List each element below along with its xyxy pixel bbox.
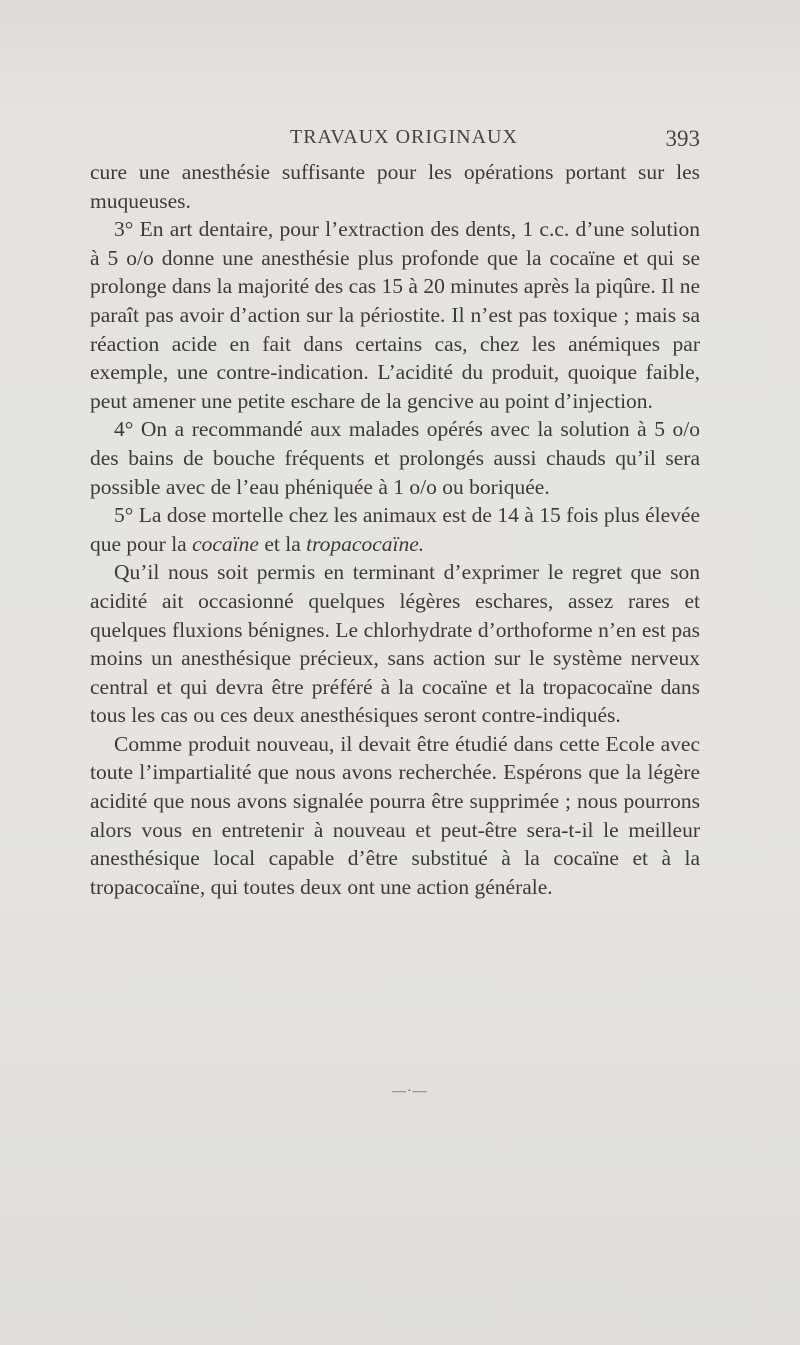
paragraph-text: 5° La dose mortelle chez les animaux est de 14 à 15 fois plus élevée que pour la [90,503,700,556]
paragraph-text: Qu’il nous soit permis en terminant d’exprimer le regret que son acidité ait occasionné quelques légères eschares, assez rares et quelques fluxions bénignes. Le chlorhydrate d’orthoforme n’en est pas moins un anesthésique précieux, sans action sur le système nerveux central et qui devra être préféré à la cocaïne et la tropacocaïne dans tous les cas ou ces deux anesthésiques seront contre-indiqués. [90,560,700,728]
paragraph-final [90,730,700,902]
paragraph-conclusion [90,558,700,730]
italic-term: cocaïne [192,531,259,556]
running-head [90,126,700,156]
paragraph-continuation [90,158,700,215]
paragraph-text: 4° On a recommandé aux malades opérés avec la solution à 5 o/o des bains de bouche fréquents et prolongés aussi chauds qu’il sera possible avec de l’eau phéniquée à 1 o/o ou boriquée. [90,417,700,499]
running-title: TRAVAUX ORIGINAUX [290,126,518,148]
paragraph-text: 3° En art dentaire, pour l’extraction des dents, 1 c.c. d’une solution à 5 o/o donne une anesthésie plus profonde que la cocaïne et qui se prolonge dans la majorité des cas 15 à 20 minutes après la piqûre. Il ne paraît pas avoir d’action sur la périostite. Il n’est pas toxique ; mais sa réaction acide en fait dans certains cas, chez les anémiques par exemple, une contre-indication. L’acidité du produit, quoique faible, peut amener une petite eschare de la gencive au point d’injection. [90,217,700,413]
paragraph-point-4 [90,415,700,501]
body-text [90,158,700,901]
italic-term: tropacocaïne. [306,531,425,556]
paragraph-point-5 [90,501,700,558]
paragraph-text: Comme produit nouveau, il devait être étudié dans cette Ecole avec toute l’impartialité que nous avons recherchée. Espérons que la légère acidité que nous avons signalée pourra être supprimée ; nous pourrons alors vous en entretenir à nouveau et peut-être sera-t-il le meilleur anesthésique local capable d’être substitué à la cocaïne et à la tropacocaïne, qui toutes deux ont une action générale. [90,731,700,899]
end-ornament: —·— [392,1084,428,1099]
paragraph-text: cure une anesthésie suffisante pour les opérations portant sur les muqueuses. [90,160,700,213]
paragraph-text: et la [258,531,307,556]
page-number: 393 [665,126,700,151]
paragraph-point-3 [90,215,700,415]
